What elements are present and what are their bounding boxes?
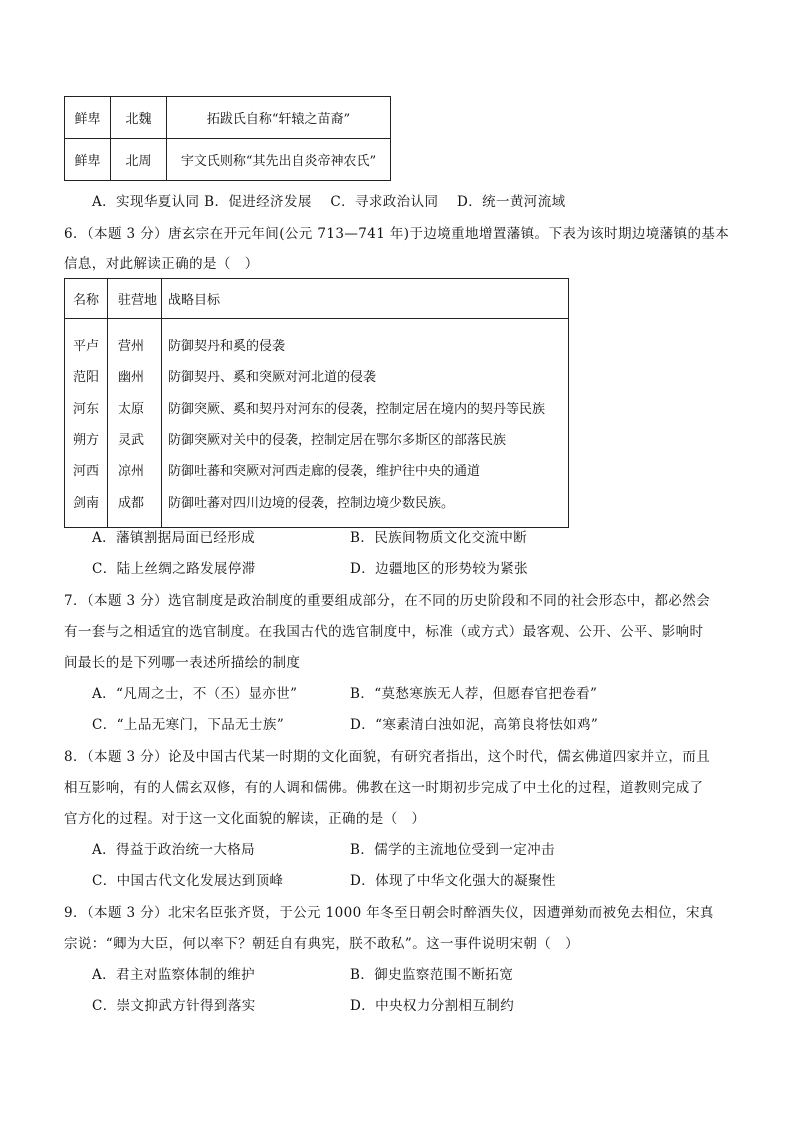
garrison-goal: 防御吐蕃对四川边境的侵袭，控制边境少数民族。 [162,485,569,527]
q8-stem-line-2: 相互影响，有的人儒玄双修，有的人调和儒佛。佛教在这一时期初步完成了中土化的过程，道教则完成了 [64,780,704,796]
ancestry-claims-table [64,96,391,181]
table-row [65,423,569,454]
q7-stem-line-3: 间最长的是下列哪一表述所描绘的制度 [64,655,301,671]
table-row [65,139,391,181]
table-row [65,392,569,423]
q7-option-a: A．“凡周之士，不（丕）显亦世” [92,686,298,702]
q8-option-b: B．儒学的主流地位受到一定冲击 [350,842,555,858]
garrison-base: 太原 [108,392,162,423]
q6-option-c: C．陆上丝绸之路发展停滞 [92,561,256,577]
table-row [65,454,569,485]
table-cell-ethnic: 鲜卑 [65,139,111,181]
table-cell-dynasty: 北魏 [111,97,167,139]
garrison-goal: 防御突厥对关中的侵袭，控制定居在鄂尔多斯区的部落民族 [162,423,569,454]
q6-stem-line-1: 6．（本题 3 分）唐玄宗在开元年间(公元 713—741 年)于边境重地增置藩镇。下表为该时期边境藩镇的基本 [64,226,730,242]
q7-option-d: D．“寒素清白浊如泥，高第良将怯如鸡” [350,717,599,733]
q7-stem-line-1: 7．（本题 3 分）选官制度是政治制度的重要组成部分，在不同的历史阶段和不同的社会形态中，都必然会 [64,593,711,609]
q7-option-b: B．“莫愁寒族无人荐，但愿春官把卷看” [350,686,598,702]
q7-option-c: C．“上品无寒门，下品无士族” [92,717,285,733]
q5-options: A．实现华夏认同 B．促进经济发展 C．寻求政治认同 D．统一黄河流域 [92,194,566,210]
table-row [65,97,391,139]
q8-stem-line-3: 官方化的过程。对于这一文化面貌的解读，正确的是（ ） [64,811,426,827]
garrison-goal: 防御吐蕃和突厥对河西走廊的侵袭，维护往中央的通道 [162,454,569,485]
q7-stem-line-2: 有一套与之相适宜的选官制度。在我国古代的选官制度中，标准（或方式）最客观、公开、公平、影响时 [64,624,704,640]
table-cell-claim: 拓跋氏自称“轩辕之苗裔” [167,97,391,139]
garrison-base: 灵武 [108,423,162,454]
table-cell-ethnic: 鲜卑 [65,97,111,139]
garrison-goal: 防御突厥、奚和契丹对河东的侵袭，控制定居在境内的契丹等民族 [162,392,569,423]
table-cell-dynasty: 北周 [111,139,167,181]
garrison-goal: 防御契丹和奚的侵袭 [162,319,569,361]
garrison-name: 范阳 [65,360,108,391]
q6-option-b: B．民族间物质文化交流中断 [350,530,528,546]
garrison-name: 平卢 [65,319,108,361]
q8-option-c: C．中国古代文化发展达到顶峰 [92,873,284,889]
table-cell-claim: 宇文氏则称“其先出自炎帝神农氏” [167,139,391,181]
q8-stem-line-1: 8．（本题 3 分）论及中国古代某一时期的文化面貌，有研究者指出，这个时代，儒玄佛道四家并立，而且 [64,749,711,765]
garrison-name: 朔方 [65,423,108,454]
garrison-base: 凉州 [108,454,162,485]
q6-option-d: D．边疆地区的形势较为紧张 [350,561,529,577]
q9-option-c: C．崇文抑武方针得到落实 [92,998,256,1014]
table-row [65,485,569,527]
q9-option-a: A．君主对监察体制的维护 [92,967,256,983]
q9-stem-line-2: 宗说：“卿为大臣，何以率下？朝廷自有典宪，朕不敢私”。这一事件说明宋朝（ ） [64,936,580,952]
column-header-name: 名称 [65,279,108,319]
q9-stem-line-1: 9．（本题 3 分）北宋名臣张齐贤，于公元 1000 年冬至日朝会时醉酒失仪，因遭弹劾而被免去相位，宋真 [64,905,714,921]
table-header-row [65,279,569,319]
garrison-base: 营州 [108,319,162,361]
garrison-base: 成都 [108,485,162,527]
q9-option-b: B．御史监察范围不断拓宽 [350,967,514,983]
column-header-goal: 战略目标 [162,279,569,319]
q6-stem-line-2: 信息，对此解读正确的是（ ） [64,256,259,272]
table-row [65,360,569,391]
garrison-name: 河西 [65,454,108,485]
column-header-base: 驻营地 [108,279,162,319]
q6-option-a: A．藩镇割据局面已经形成 [92,530,256,546]
frontier-garrisons-table [64,278,569,528]
table-row [65,319,569,361]
garrison-name: 河东 [65,392,108,423]
garrison-base: 幽州 [108,360,162,391]
garrison-name: 剑南 [65,485,108,527]
q9-option-d: D．中央权力分割相互制约 [350,998,515,1014]
q8-option-d: D．体现了中华文化强大的凝聚性 [350,873,556,889]
q8-option-a: A．得益于政治统一大格局 [92,842,256,858]
garrison-goal: 防御契丹、奚和突厥对河北道的侵袭 [162,360,569,391]
